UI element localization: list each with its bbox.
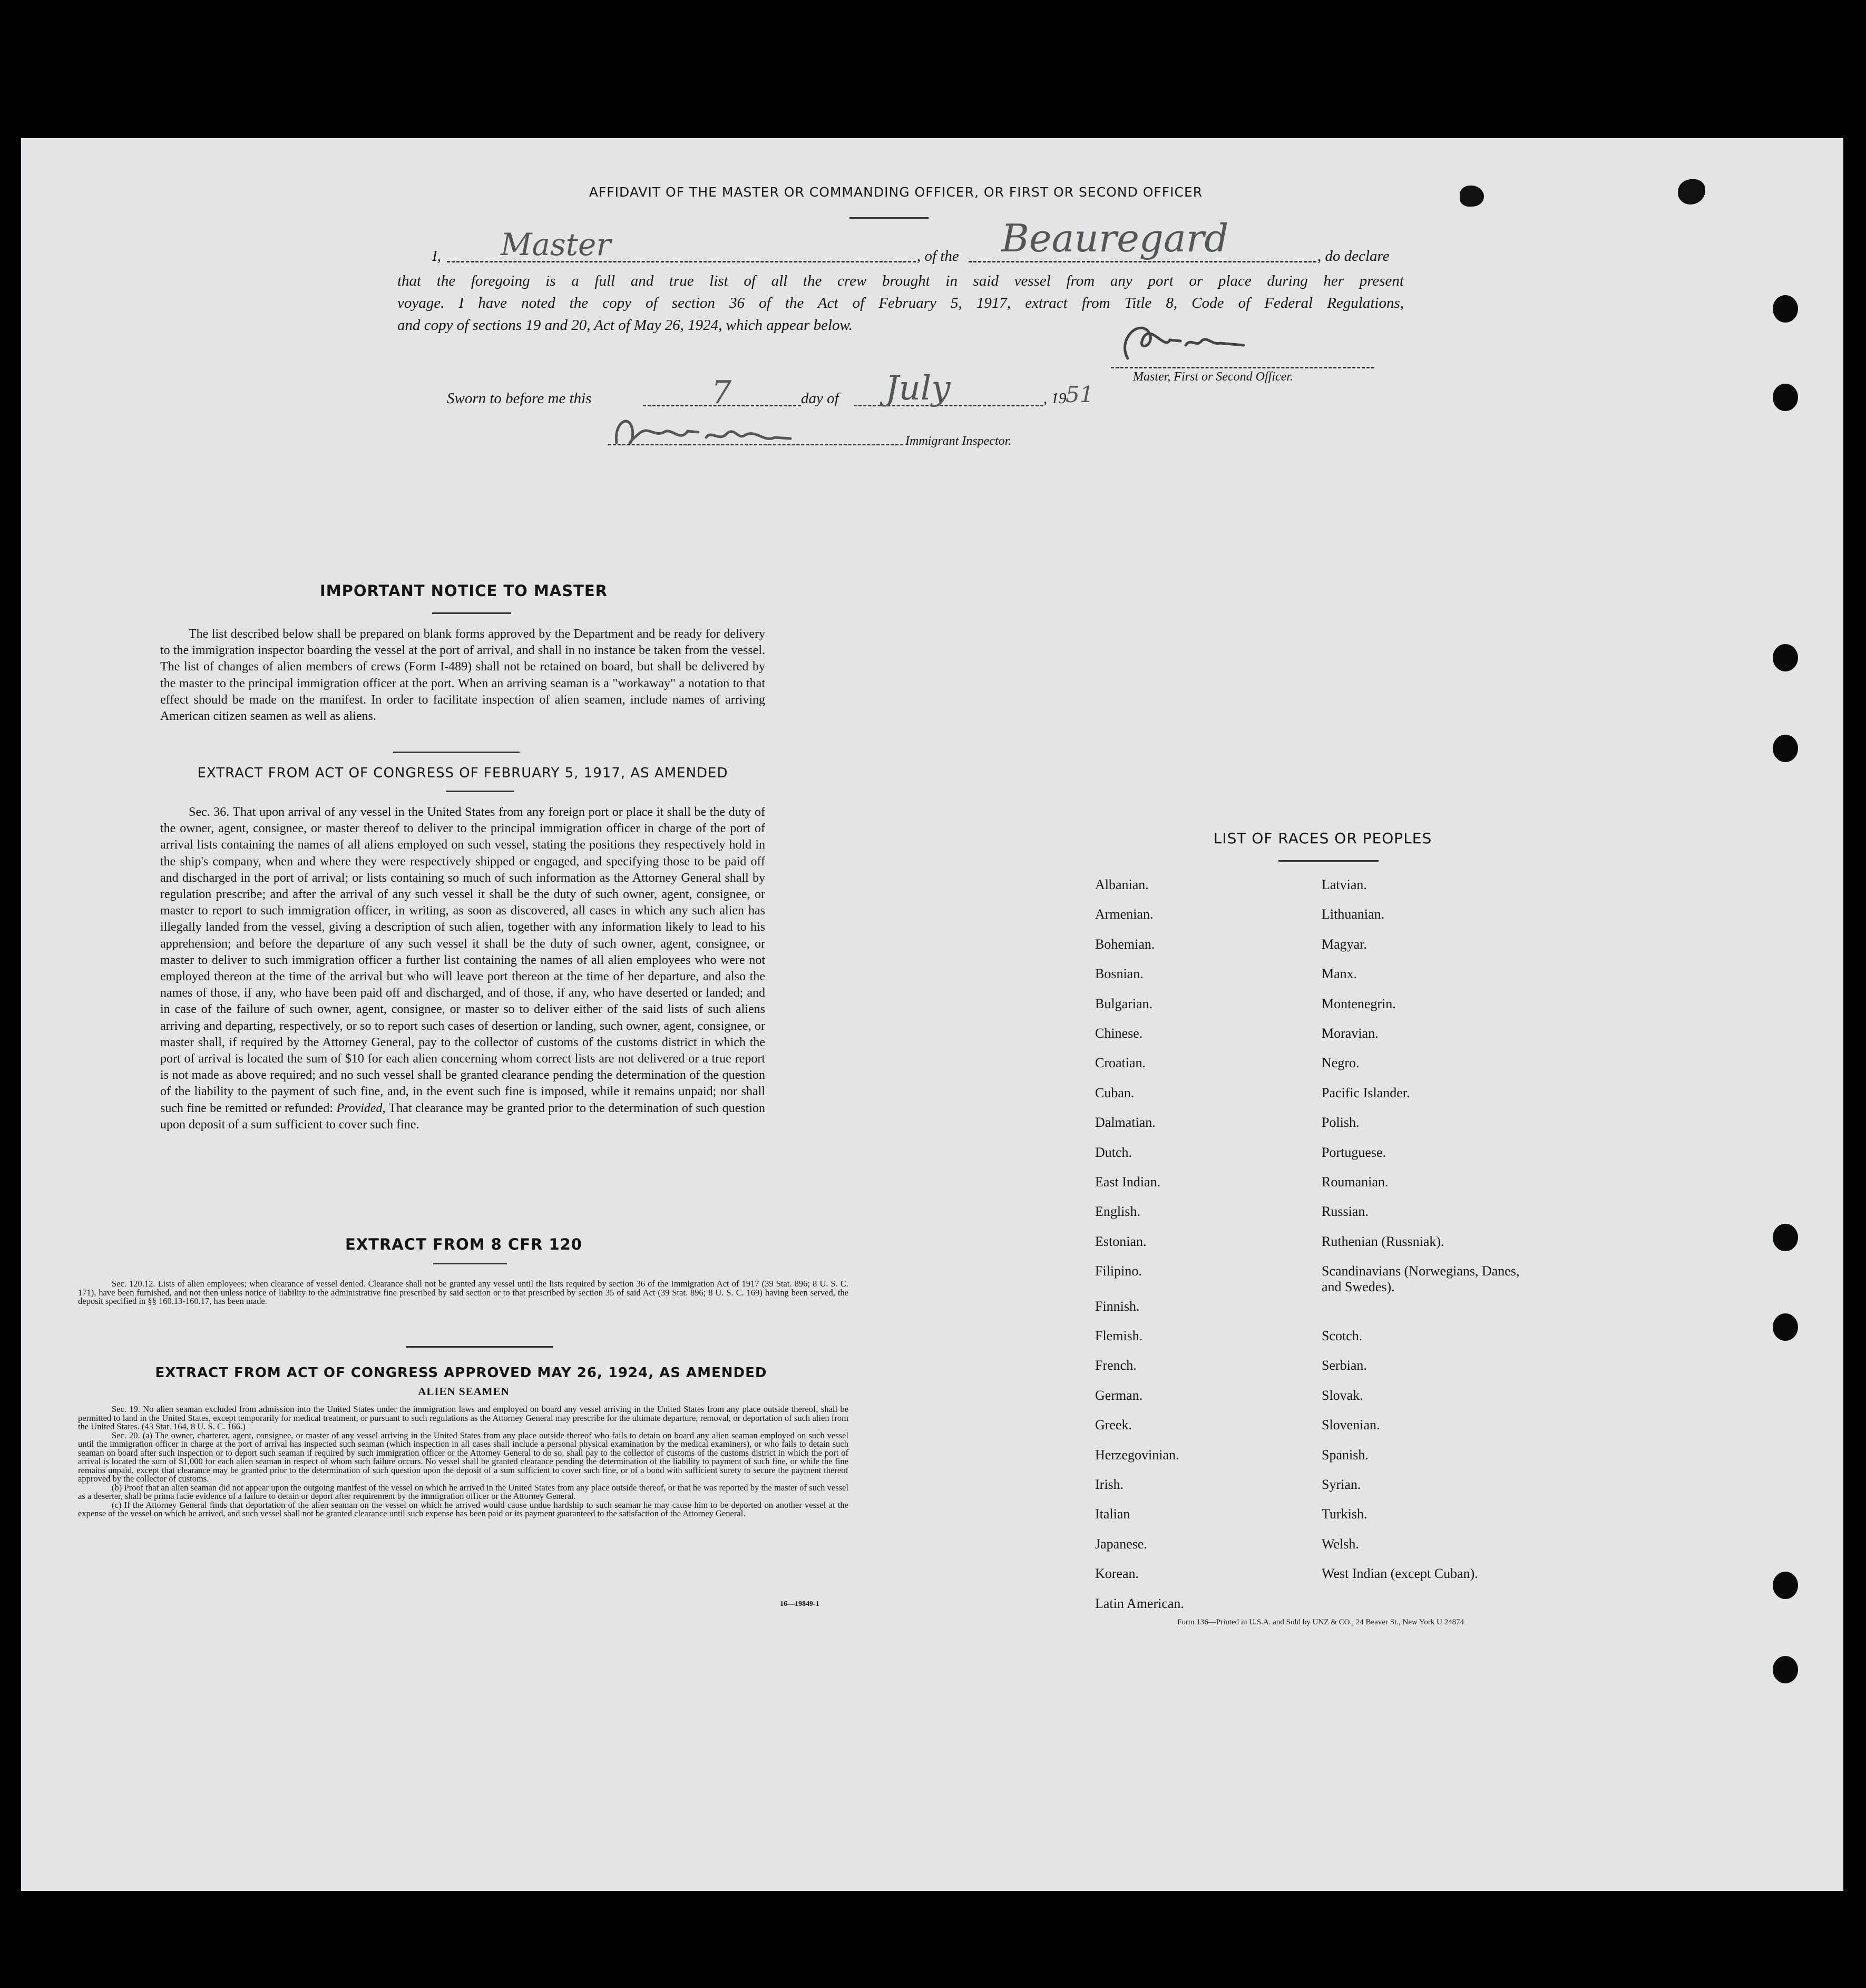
race-item: Lithuanian.: [1322, 907, 1385, 922]
divider: [433, 1263, 507, 1264]
punch-hole: [1773, 384, 1798, 411]
divider: [1278, 860, 1379, 862]
race-item: Montenegrin.: [1322, 996, 1396, 1011]
declaration-line-1: that the foregoing is a full and true list of all the crew brought in said vessel from any port or place during her present: [397, 272, 1404, 289]
divider: [446, 791, 514, 792]
declaration-line-3: and copy of sections 19 and 20, Act of May 26, 1924, which appear below.: [397, 317, 853, 334]
divider: [393, 752, 520, 753]
divider: [432, 612, 511, 614]
race-item: Bohemian.: [1095, 936, 1155, 952]
race-item: Portuguese.: [1322, 1144, 1386, 1160]
cfr-paragraph: Sec. 120.12. Lists of alien employees; when clearance of vessel denied. Clearance shall not be granted any vessel until the lists required by section 36 of the Immigration Act of 1917 (39 Stat. 896; 8 U. S. C. 171), have been furnished, and not then unless notice of liability to the administrative fine prescribed by said section or to that prescribed by section 35 of said Act (39 Stat. 896; 8 U. S. C. 169) having been served, the deposit specified in §§ 160.13-160.17, has been made.: [78, 1279, 848, 1306]
year-prefix: , 19: [1043, 390, 1067, 407]
race-item: Albanian.: [1095, 877, 1149, 892]
punch-hole: [1773, 1224, 1798, 1251]
inspector-signature: [606, 406, 827, 453]
race-item: West Indian (except Cuban).: [1322, 1566, 1478, 1582]
race-item: Spanish.: [1322, 1447, 1369, 1463]
race-item: Flemish.: [1095, 1328, 1143, 1343]
race-item: Cuban.: [1095, 1085, 1135, 1100]
race-item: Negro.: [1322, 1055, 1360, 1071]
notice-heading: IMPORTANT NOTICE TO MASTER: [319, 582, 608, 600]
race-item: Pacific Islander.: [1322, 1085, 1410, 1100]
race-item: Filipino.: [1095, 1263, 1142, 1279]
race-item: Bosnian.: [1095, 966, 1144, 982]
race-item: Finnish.: [1095, 1298, 1140, 1314]
punch-hole: [1773, 1656, 1798, 1683]
notice-paragraph: The list described below shall be prepared on blank forms approved by the Department and be ready for delivery to the immigration inspector boarding the vessel at the port of arrival, and shall in no instance be taken from the vessel. The list of changes of alien members of crews (Form I-489) shall not be retained on board, but shall be delivered by the master to the principal immigration officer at the port. When an arriving seaman is a "workaway" a notation to that effect should be made on the manifest. In order to facilitate inspection of alien seamen, include names of arriving American citizen seamen as well as aliens.: [160, 627, 765, 724]
race-item: Serbian.: [1322, 1358, 1367, 1373]
race-item: French.: [1095, 1358, 1137, 1373]
i-label: I,: [432, 248, 441, 265]
form-footer: Form 136—Printed in U.S.A. and Sold by UNZ & CO., 24 Beaver St., New York U 24874: [1177, 1618, 1464, 1626]
race-item: Armenian.: [1095, 907, 1154, 922]
race-item: Syrian.: [1322, 1477, 1361, 1492]
inspector-label: Immigrant Inspector.: [905, 434, 1012, 448]
punch-hole: [1773, 1572, 1798, 1599]
vessel-fill-line: [969, 261, 1316, 262]
race-item: Roumanian.: [1322, 1174, 1389, 1190]
do-declare-label: , do declare: [1317, 248, 1390, 265]
act-1924-paragraphs: Sec. 19. No alien seaman excluded from admission into the United States under the immigration laws and employed on board any vessel arriving in the United States from any place outside thereof, shall be permitted to land in the United States, except temporarily for medical treatment, or pursuant to such regulations as the Attorney General may prescribe for the ultimate departure, removal, or deportation of such alien from the United States. (43 Stat. 164, 8 U. S. C. 166.) Sec. 20. (a) The owner, charterer, agent, consignee, or master of any vessel arriving in the United States from any place outside thereof who fails to detain on board any alien seaman employed on such vessel until the immigration officer in charge at the port of arrival has inspected such seaman (which inspection in all cases shall include a personal physical examination by the medical examiners), or who fails to detain such seaman on board after such inspection or to deport such seaman if required by such immigration officer or the Attorney General to do so, shall pay to the collector of customs of the customs district in which the port of arrival is located the sum of $1,000 for each alien seaman in respect of whom such failure occurs. No vessel shall be granted clearance pending the determination of the liability to payment of such fine, or while the fine remains unpaid, except that clearance may be granted prior to the determination of such question upon the deposit of a sum sufficient to cover such fine, or of a bond with sufficient surety to secure the payment thereof approved by the collector of customs. (b) Proof that an alien seaman did not appear upon the outgoing manifest of the vessel on which he arrived in the United States from any place outside thereof, or that he was reported by the master of such vessel as a deserter, shall be prima facie evidence of a failure to detain or deport after requirement by the immigration officer or the Attorney General. (c) If the Attorney General finds that deportation of the alien seaman on the vessel on which he arrived would cause undue hardship to such seaman he may cause him to be deported on another vessel at the expense of the vessel on which he arrived, and such vessel shall not be granted clearance until such expense has been paid or its payment guaranteed to the satisfaction of the Attorney General.: [78, 1404, 848, 1518]
race-item: Estonian.: [1095, 1233, 1147, 1249]
race-item: Scotch.: [1322, 1328, 1363, 1343]
punch-hole: [1773, 1313, 1798, 1341]
sworn-label: Sworn to before me this: [447, 390, 592, 407]
race-item: Irish.: [1095, 1477, 1124, 1492]
race-item: Manx.: [1322, 966, 1357, 982]
month-handwritten: July: [885, 369, 951, 408]
year-handwritten: 51: [1066, 382, 1094, 407]
punch-hole: [1773, 735, 1798, 762]
race-item: Welsh.: [1322, 1536, 1359, 1552]
affidavit-heading: AFFIDAVIT OF THE MASTER OR COMMANDING OFFICER, OR FIRST OR SECOND OFFICER: [589, 184, 1203, 200]
day-of-label: day of: [801, 390, 839, 407]
race-item: Latin American.: [1095, 1595, 1184, 1611]
act-1917-paragraph: Sec. 36. That upon arrival of any vessel in the United States from any foreign port or place it shall be the duty of the owner, agent, consignee, or master thereof to deliver to the principal immigration officer in charge of the port of arrival lists containing the names of all aliens employed on such vessel, stating the positions they respectively hold in the ship's company, when and where they were respectively shipped or engaged, and specifying those to be paid off and discharged in the port of arrival; or lists containing so much of such information as the Attorney General shall by regulation prescribe; and after the arrival of any such vessel it shall be the duty of such owner, agent, consignee, or master to report to such immigration officer, in writing, as soon as discovered, all cases in which any such alien has illegally landed from the vessel, giving a description of such alien, together with any information likely to lead to his apprehension; and before the departure of any such vessel it shall be the duty of such owner, agent, consignee, or master to deliver to such immigration officer a further list containing the names of all alien employees who were not employed thereon at the time of the arrival but who will leave port thereon at the time of her departure, and also the names of those, if any, who have been paid off and discharged, and of those, if any, who have deserted or landed; and in case of the failure of such owner, agent, consignee, or master so to deliver either of the said lists of such aliens arriving and departing, respectively, or so to report such cases of desertion or landing, such owner, agent, consignee, or master shall, if required by the Attorney General, pay to the collector of customs of the customs district in which the port of arrival is located the sum of $10 for each alien concerning whom correct lists are not delivered or a true report is not made as above required; and no such vessel shall be granted clearance pending the determination of the question of the liability to the payment of such fine, and, in the event such fine is imposed, while it remains unpaid; nor shall such fine be remitted or refunded: Provided, That clearance may be granted prior to the determination of such question upon deposit of a sum sufficient to cover such fine.: [160, 805, 766, 1132]
race-item: Moravian.: [1322, 1026, 1379, 1041]
officer-label: Master, First or Second Officer.: [1133, 370, 1293, 384]
race-item: Korean.: [1095, 1566, 1139, 1582]
race-item: Turkish.: [1322, 1506, 1367, 1522]
race-item: German.: [1095, 1387, 1143, 1403]
race-item: East Indian.: [1095, 1174, 1161, 1190]
act-1924-heading: EXTRACT FROM ACT OF CONGRESS APPROVED MAY 26, 1924, AS AMENDED: [155, 1365, 767, 1381]
officer-signature-line: [1111, 367, 1374, 368]
cfr-heading: EXTRACT FROM 8 CFR 120: [345, 1235, 582, 1253]
divider: [406, 1346, 553, 1348]
master-signature: [1107, 308, 1265, 372]
race-item: Bulgarian.: [1095, 996, 1153, 1011]
divider: [849, 217, 929, 219]
race-item: Chinese.: [1095, 1026, 1143, 1041]
race-item: Japanese.: [1095, 1536, 1147, 1552]
day-handwritten: 7: [711, 374, 732, 411]
of-the-label: , of the: [917, 248, 959, 265]
race-item: Ruthenian (Russniak).: [1322, 1233, 1444, 1249]
race-item: Dalmatian.: [1095, 1115, 1156, 1131]
race-item: Dutch.: [1095, 1144, 1132, 1160]
race-item: Scandinavians (Norwegians, Danes, and Swedes).: [1322, 1263, 1520, 1295]
race-item: English.: [1095, 1204, 1140, 1220]
race-item: Greek.: [1095, 1417, 1132, 1433]
punch-hole: [1773, 295, 1798, 323]
race-item: Latvian.: [1322, 877, 1367, 892]
race-item: Italian: [1095, 1506, 1130, 1522]
race-item: Slovak.: [1322, 1387, 1363, 1403]
form-code: 16—19849-1: [780, 1600, 819, 1608]
master-handwritten: Master: [501, 227, 611, 262]
race-item: Magyar.: [1322, 936, 1367, 952]
punch-hole: [1773, 644, 1798, 671]
act-1917-heading: EXTRACT FROM ACT OF CONGRESS OF FEBRUARY 5, 1917, AS AMENDED: [197, 765, 728, 781]
ink-blot: [1460, 186, 1484, 207]
race-item: Polish.: [1322, 1115, 1360, 1131]
alien-seamen-subheading: ALIEN SEAMEN: [418, 1385, 510, 1398]
declaration-line-2: voyage. I have noted the copy of section 36 of the Act of February 5, 1917, extract from Title 8, Code of Federal Regulations,: [397, 295, 1404, 311]
race-item: Russian.: [1322, 1204, 1369, 1220]
race-item: Slovenian.: [1322, 1417, 1380, 1433]
race-item: Croatian.: [1095, 1055, 1146, 1071]
vessel-handwritten: Beauregard: [1001, 216, 1229, 260]
inspector-signature-line: [608, 444, 903, 445]
races-heading: LIST OF RACES OR PEOPLES: [1213, 830, 1432, 847]
race-item: Herzegovinian.: [1095, 1447, 1179, 1463]
